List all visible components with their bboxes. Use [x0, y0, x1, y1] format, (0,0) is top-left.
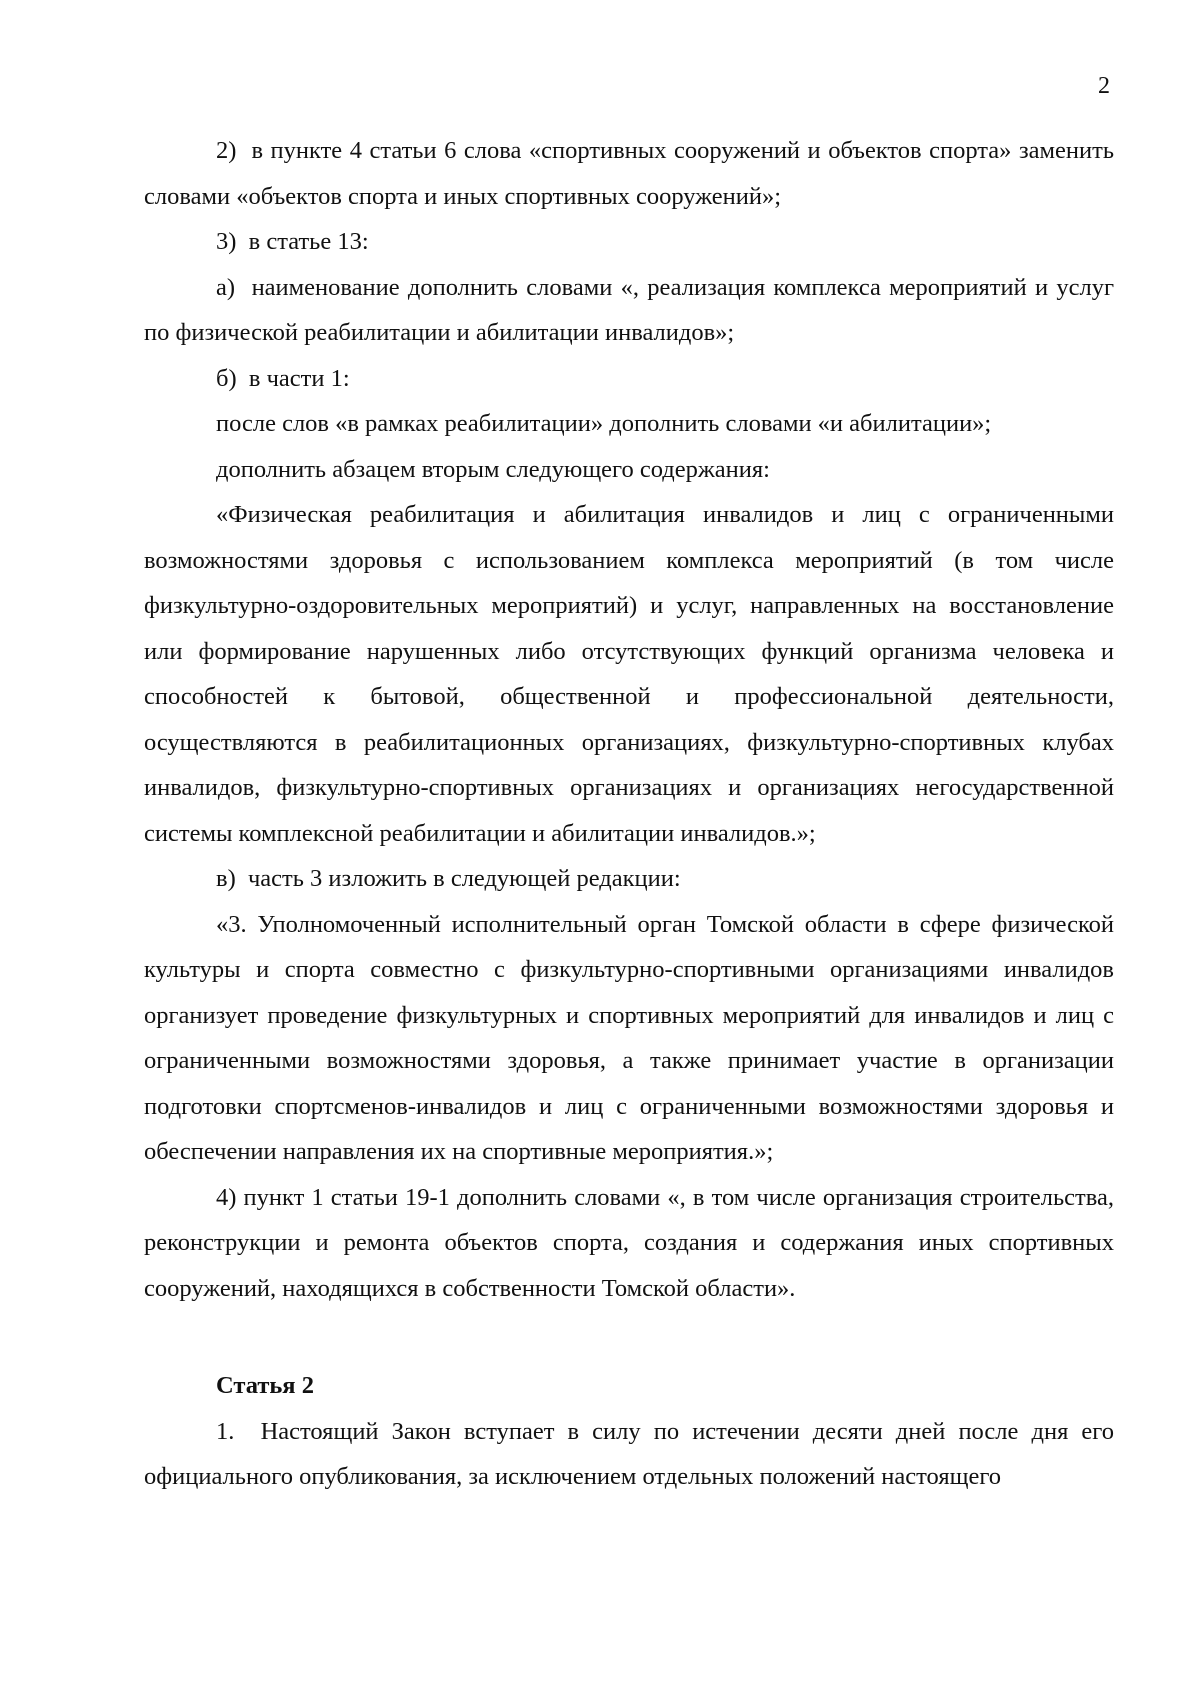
- article-heading: Статья 2: [216, 1372, 314, 1399]
- paragraph-subitem-a: а) наименование дополнить словами «, реализация комплекса мероприятий и услуг по физической реабилитации и абилитации инвалидов»;: [144, 273, 1114, 346]
- paragraph-item-3: 3) в статье 13:: [216, 228, 369, 255]
- paragraph-text: дополнить абзацем вторым следующего содержания:: [216, 455, 770, 483]
- paragraph-quote: «3. Уполномоченный исполнительный орган Томской области в сфере физической культуры и спорта совместно с физкультурно-спортивными организациями инвалидов организует проведение физкультурных и спортивных мероприятий для инвалидов и лиц с ограниченными возможностями здоровья, а также принимает участие в организации подготовки спортсменов-инвалидов и лиц с ограниченными возможностями здоровья и обеспечении направления их на спортивные мероприятия.»;: [144, 910, 1114, 1165]
- paragraph-item-2: 2) в пункте 4 статьи 6 слова «спортивных сооружений и объектов спорта» заменить словами «объектов спорта и иных спортивных сооружений»;: [144, 137, 1114, 210]
- paragraph-subitem-b: б) в части 1:: [216, 364, 350, 392]
- article-paragraph: 1. Настоящий Закон вступает в силу по истечении десяти дней после дня его официального опубликования, за исключением отдельных положений настоящего: [144, 1417, 1114, 1490]
- paragraph-text: после слов «в рамках реабилитации» дополнить словами «и абилитации»;: [216, 410, 992, 437]
- document-body: [144, 128, 1114, 1500]
- paragraph-subitem-v: в) часть 3 изложить в следующей редакции:: [216, 865, 681, 892]
- page-number: 2: [1098, 73, 1110, 99]
- paragraph-quote: «Физическая реабилитация и абилитация инвалидов и лиц с ограниченными возможностями здоровья с использованием комплекса мероприятий (в том числе физкультурно-оздоровительных мероприятий) и услуг, направленных на восстановление или формирование нарушенных либо отсутствующих функций организма человека и способностей к бытовой, общественной и профессиональной деятельности, осуществляются в реабилитационных организациях, физкультурно-спортивных клубах инвалидов, физкультурно-спортивных организациях и организациях негосударственной системы комплексной реабилитации и абилитации инвалидов.»;: [144, 501, 1114, 847]
- paragraph-item-4: 4) пункт 1 статьи 19-1 дополнить словами «, в том числе организация строительства, реконструкции и ремонта объектов спорта, создания и содержания иных спортивных сооружений, находящихся в собственности Томской области».: [144, 1183, 1114, 1302]
